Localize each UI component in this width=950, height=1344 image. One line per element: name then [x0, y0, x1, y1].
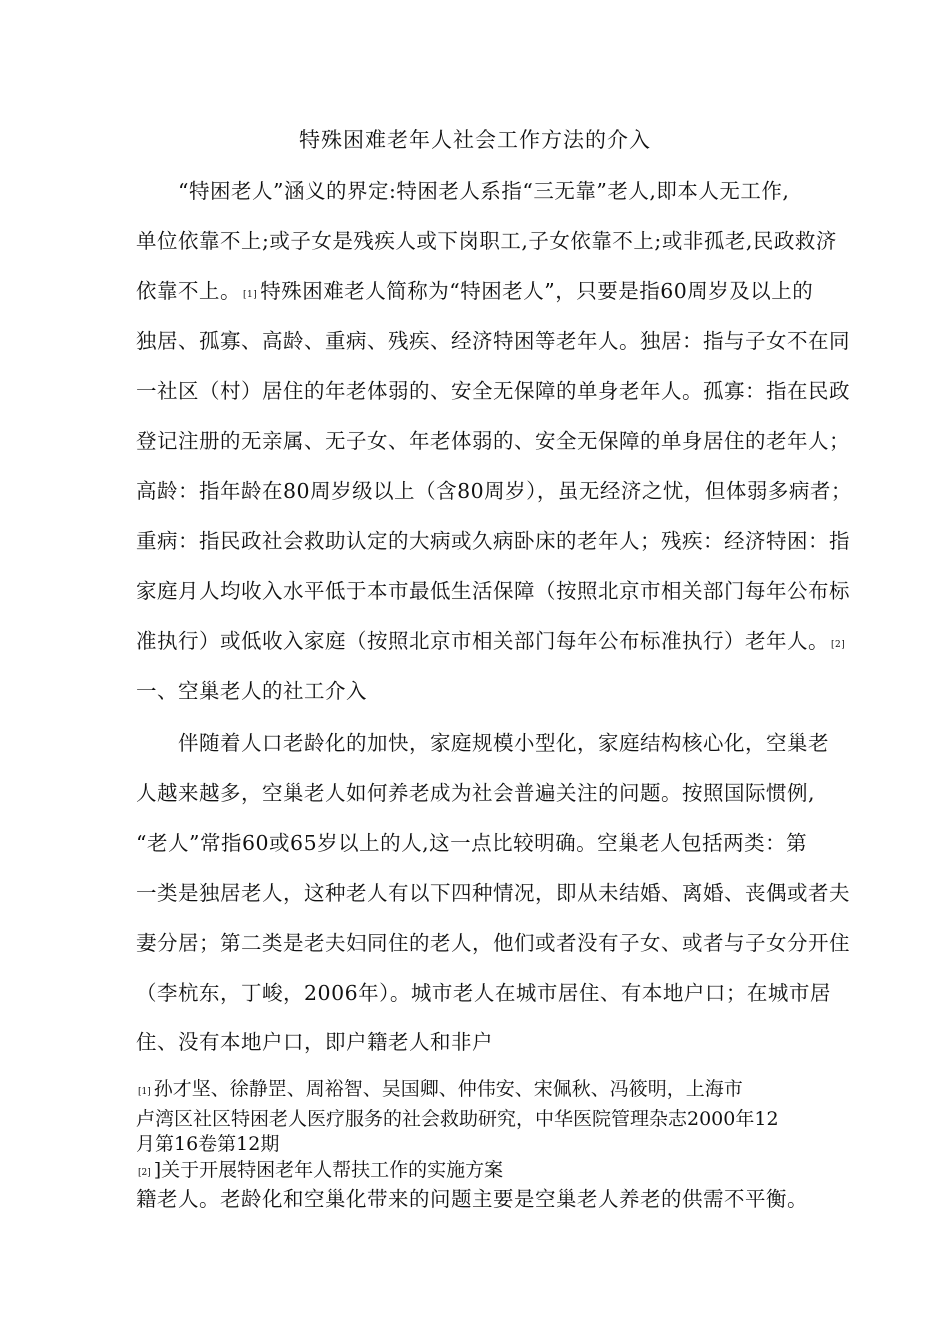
footnote-mark: [2] — [138, 1168, 151, 1178]
text-span: 依靠不上。 — [136, 279, 241, 303]
footnote-line: 月第16卷第12期 — [136, 1133, 280, 1155]
footnote-text: ]关于开展特困老年人帮扶工作的实施方案 — [153, 1159, 504, 1181]
page-title: 特殊困难老年人社会工作方法的介入 — [299, 128, 651, 152]
footnote-ref-1[interactable]: [1] — [243, 290, 258, 300]
footnote-mark: [1] — [138, 1087, 151, 1097]
text-line: “老人”常指60或65岁以上的人,这一点比较明确。空巢老人包括两类：第 — [136, 831, 808, 855]
text-line-continuation: 籍老人。老龄化和空巢化带来的问题主要是空巢老人养老的供需不平衡。 — [136, 1187, 808, 1211]
text-line: 单位依靠不上;或子女是残疾人或下岗职工,子女依靠不上;或非孤老,民政救济 — [136, 229, 837, 253]
footnote-text: 孙才坚、徐静罡、周裕智、吴国卿、仲伟安、宋佩秋、冯筱明，上海市 — [153, 1078, 743, 1100]
text-line: 伴随着人口老龄化的加快，家庭规模小型化，家庭结构核心化，空巢老 — [178, 731, 829, 755]
text-line: 人越来越多，空巢老人如何养老成为社会普遍关注的问题。按照国际惯例, — [136, 781, 816, 805]
footnote-ref-2[interactable]: [2] — [831, 640, 846, 650]
section-heading: 一、空巢老人的社工介入 — [136, 679, 367, 703]
footnote-line: 卢湾区社区特困老人医疗服务的社会救助研究，中华医院管理杂志2000年12 — [136, 1108, 779, 1130]
text-line: 高龄：指年龄在80周岁级以上（含80周岁），虽无经济之忧，但体弱多病者； — [136, 479, 852, 503]
text-line: 住、没有本地户口，即户籍老人和非户 — [136, 1030, 493, 1054]
text-line: 一类是独居老人，这种老人有以下四种情况，即从未结婚、离婚、丧偶或者夫 — [136, 881, 850, 905]
text-line: 登记注册的无亲属、无子女、年老体弱的、安全无保障的单身居住的老年人； — [136, 429, 850, 453]
text-line: 妻分居；第二类是老夫妇同住的老人，他们或者没有子女、或者与子女分开住 — [136, 931, 850, 955]
text-span: 准执行）或低收入家庭（按照北京市相关部门每年公布标准执行）老年人。 — [136, 629, 829, 653]
text-line: “特困老人”涵义的界定:特困老人系指“三无靠”老人,即本人无工作, — [178, 179, 790, 203]
text-line — [136, 276, 836, 310]
text-line: 一社区（村）居住的年老体弱的、安全无保障的单身老年人。孤寡：指在民政 — [136, 379, 850, 403]
footnote-2 — [136, 1158, 836, 1185]
text-line — [136, 626, 846, 660]
text-line: 家庭月人均收入水平低于本市最低生活保障（按照北京市相关部门每年公布标 — [136, 579, 850, 603]
text-line: 重病：指民政社会救助认定的大病或久病卧床的老年人；残疾：经济特困：指 — [136, 529, 850, 553]
text-line: （李杭东，丁峻，2006年）。城市老人在城市居住、有本地户口；在城市居 — [136, 981, 831, 1005]
text-span: 特殊困难老人简称为“特困老人”，只要是指60周岁及以上的 — [260, 279, 814, 303]
text-line: 独居、孤寡、高龄、重病、残疾、经济特困等老年人。独居：指与子女不在同 — [136, 329, 850, 353]
footnote-1 — [136, 1077, 836, 1104]
